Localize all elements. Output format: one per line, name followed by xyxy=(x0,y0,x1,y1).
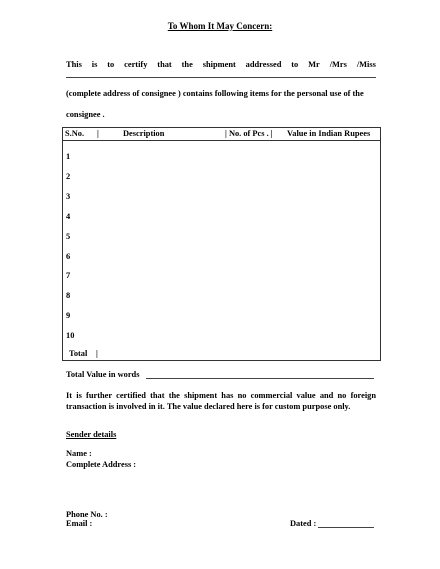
header-separator: | xyxy=(97,129,99,138)
email-label: Email : xyxy=(66,519,93,528)
addressee-blank-line xyxy=(66,77,376,78)
header-sno: S.No. xyxy=(65,129,85,138)
table-row-number: 9 xyxy=(66,311,71,321)
table-row-number: 2 xyxy=(66,171,71,181)
certify-word: addressed xyxy=(245,60,282,69)
header-no-of-pcs: | No. of Pcs . | xyxy=(225,129,273,138)
total-value-words-label: Total Value in words xyxy=(66,370,140,379)
items-table xyxy=(62,127,381,361)
certify-word: /Miss xyxy=(356,60,376,69)
certify-word: /Mrs xyxy=(329,60,347,69)
certify-word: to xyxy=(107,60,115,69)
table-row-number: 4 xyxy=(66,211,71,221)
certify-statement xyxy=(66,60,376,69)
header-value-in-rupees: Value in Indian Rupees xyxy=(287,129,371,138)
certify-word: that xyxy=(157,60,172,69)
certify-word: Mr xyxy=(308,60,320,69)
certify-word: This xyxy=(66,60,82,69)
sender-details-heading: Sender details xyxy=(66,430,117,439)
consignee-line-2: consignee . xyxy=(66,110,105,119)
total-value-words-blank xyxy=(146,378,374,379)
table-row-number: 1 xyxy=(66,152,71,161)
dated-label: Dated : xyxy=(290,519,317,528)
certify-word: the xyxy=(181,60,193,69)
complete-address-label: Complete Address : xyxy=(66,460,137,469)
total-row-label: Total xyxy=(69,349,88,358)
document-title: To Whom It May Concern: xyxy=(167,21,273,31)
table-row-number: 3 xyxy=(66,191,71,201)
table-row-number: 5 xyxy=(66,231,71,241)
header-description: Description xyxy=(123,129,165,138)
table-row-number: 8 xyxy=(66,291,71,301)
name-label: Name : xyxy=(66,449,92,458)
phone-label: Phone No. : xyxy=(66,510,108,519)
further-certified-paragraph: It is further certified that the shipment has no commercial value and no foreign transaction is involved in it. The value declared here is for custom purpose only. xyxy=(66,391,376,411)
certify-word: is xyxy=(91,60,98,69)
total-row-separator: | xyxy=(96,349,98,358)
items-table-header xyxy=(63,128,380,141)
table-row-number: 7 xyxy=(66,271,71,281)
table-row-number: 6 xyxy=(66,251,71,261)
certify-word: to xyxy=(291,60,299,69)
dated-blank-line xyxy=(318,527,374,528)
consignee-line-1: (complete address of consignee ) contains following items for the personal use of the xyxy=(66,89,364,98)
certify-word: certify xyxy=(124,60,148,69)
table-row-number: 10 xyxy=(66,331,75,341)
certify-word: shipment xyxy=(202,60,236,69)
